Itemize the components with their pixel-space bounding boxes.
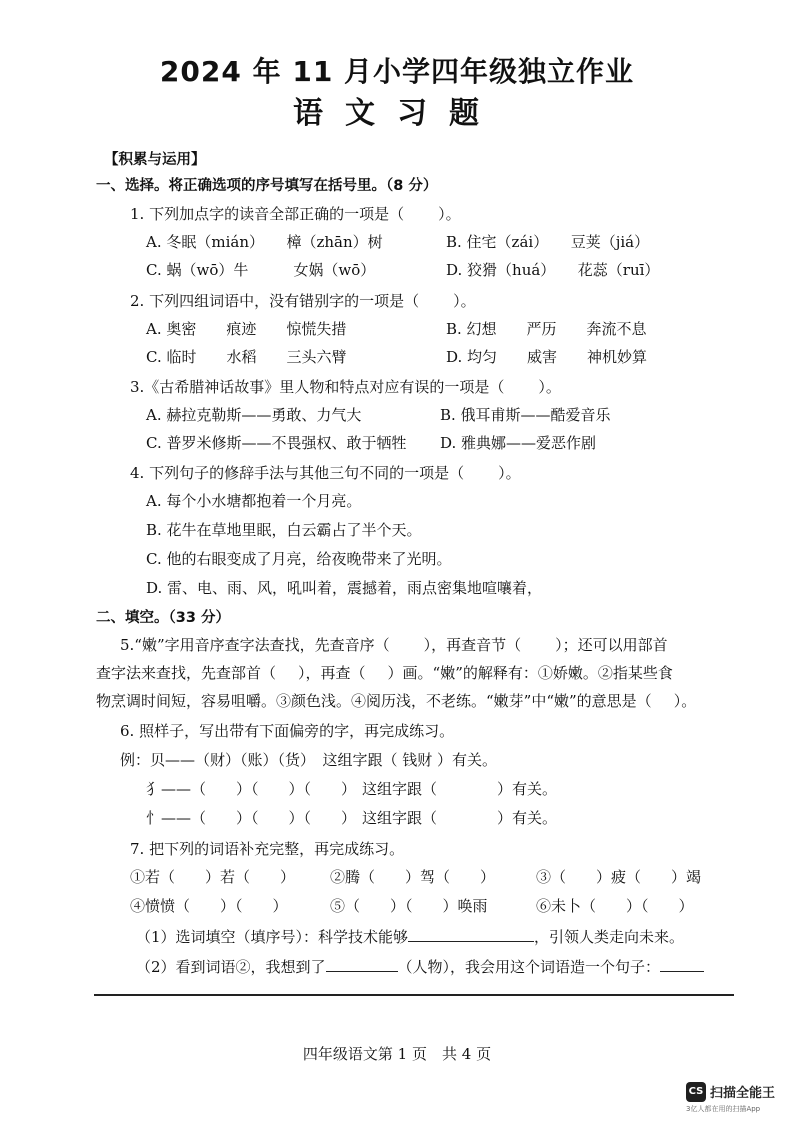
- page-footer: 四年级语文第 1 页 共 4 页: [302, 1045, 492, 1063]
- q4-option-c: C. 他的右眼变成了月亮，给夜晚带来了光明。: [146, 550, 452, 568]
- q7-idiom-2: ②腾（ ）驾（ ）: [330, 868, 496, 886]
- exam-title: 2024 年 11 月小学四年级独立作业: [159, 55, 635, 88]
- q6-row1-meaning: 这组字跟（ ）有关。: [362, 780, 558, 798]
- divider-line: [94, 994, 734, 996]
- camscanner-tagline: 3亿人都在用的扫描App: [686, 1105, 761, 1113]
- q2-option-c: C. 临时 水稻 三头六臂: [146, 348, 347, 366]
- q1-stem: 1. 下列加点字的读音全部正确的一项是（ ）。: [130, 205, 461, 223]
- q5-line3: 物烹调时间短，容易咀嚼。③颜色浅。④阅历浅，不老练。“嫩芽”中“嫩”的意思是（ ）。: [96, 692, 697, 710]
- q3-stem: 3.《古希腊神话故事》里人物和特点对应有误的一项是（ ）。: [130, 378, 561, 396]
- q7-idiom-1: ①若（ ）若（ ）: [130, 868, 296, 886]
- q1-option-a: A. 冬眠（mián） 樟（zhān）树: [146, 233, 383, 251]
- q3-option-b: B. 俄耳甫斯——酷爱音乐: [440, 406, 611, 424]
- q7-stem: 7. 把下列的词语补充完整，再完成练习。: [130, 840, 405, 858]
- q2-option-a: A. 奥密 痕迹 惊慌失措: [146, 320, 347, 338]
- q3-option-a: A. 赫拉克勒斯——勇敢、力气大: [146, 406, 362, 424]
- q4-option-b: B. 花牛在草地里眠，白云霸占了半个天。: [146, 521, 422, 539]
- camscanner-name: 扫描全能王: [710, 1086, 776, 1101]
- q6-row1-chars: 犭——（ ）（ ）（ ）: [146, 780, 357, 798]
- q1-option-b: B. 住宅（zái） 豆荚（jiá）: [446, 233, 650, 251]
- q7-idiom-6: ⑥未卜（ ）（ ）: [536, 897, 694, 915]
- q2-option-b: B. 幻想 严历 奔流不息: [446, 320, 647, 338]
- q7-sub2: （2）看到词语②，我想到了 （人物），我会用这个词语造一个句子：: [136, 956, 704, 977]
- part1-heading: 一、选择。将正确选项的序号填写在括号里。（8 分）: [96, 178, 438, 194]
- q6-row2-chars: 忄——（ ）（ ）（ ）: [146, 809, 357, 827]
- q5-line1: 5.“嫩”字用音序查字法查找，先查音序（ ），再查音节（ ）；还可以用部首: [120, 636, 668, 654]
- q6-row2-meaning: 这组字跟（ ）有关。: [362, 809, 558, 827]
- q1-option-d: D. 狡猾（huá） 花蕊（ruī）: [446, 261, 660, 279]
- exam-subject: 语文习题: [293, 96, 501, 131]
- q7-idiom-4: ④愤愤（ ）（ ）: [130, 897, 288, 915]
- q6-example: 例：贝——（财）（账）（货） 这组字跟（ 钱财 ）有关。: [120, 751, 498, 769]
- q2-stem: 2. 下列四组词语中，没有错别字的一项是（ ）。: [130, 292, 476, 310]
- q4-stem: 4. 下列句子的修辞手法与其他三句不同的一项是（ ）。: [130, 464, 521, 482]
- q6-stem: 6. 照样子，写出带有下面偏旁的字，再完成练习。: [120, 722, 455, 740]
- q7-idiom-5: ⑤（ ）（ ）唤雨: [330, 897, 488, 915]
- q7-idiom-3: ③（ ）疲（ ）竭: [536, 868, 702, 886]
- q3-option-c: C. 普罗米修斯——不畏强权、敢于牺牲: [146, 434, 407, 452]
- q4-option-a: A. 每个小水塘都抱着一个月亮。: [146, 492, 362, 510]
- q5-line2: 查字法来查找，先查部首（ ），再查（ ）画。“嫩”的解释有：①娇嫩。②指某些食: [96, 664, 673, 682]
- section-tag: 【积累与运用】: [104, 152, 206, 168]
- q2-option-d: D. 均匀 威害 神机妙算: [446, 348, 648, 366]
- q3-option-d: D. 雅典娜——爱恶作剧: [440, 434, 597, 452]
- q4-option-d: D. 雷、电、雨、风，吼叫着，震撼着，雨点密集地喧嚷着，: [146, 579, 543, 597]
- q7-sub1: （1）选词填空（填序号）：科学技术能够 ，引领人类走向未来。: [136, 928, 685, 946]
- q1-option-c: C. 蜗（wō）牛 女娲（wō）: [146, 261, 376, 279]
- part2-heading: 二、填空。（33 分）: [96, 610, 230, 626]
- camscanner-logo-icon: CS: [686, 1082, 706, 1102]
